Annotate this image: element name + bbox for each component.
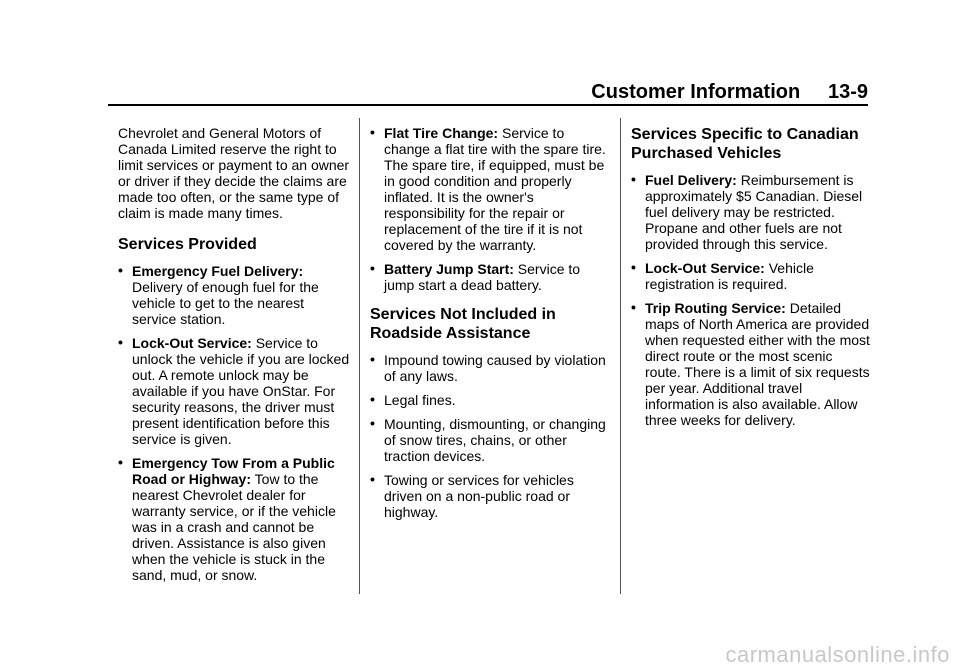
item-text: Vehicle registration is required.: [645, 260, 814, 292]
list-item: [370, 261, 610, 293]
column-3: [631, 125, 871, 436]
item-term: Fuel Delivery:: [645, 172, 737, 188]
header-divider: [108, 104, 868, 106]
item-text: Service to unlock the vehicle if you are locked out. A remote unlock may be available if you have OnStar. For security reasons, the driver must present identification before this service is given.: [132, 335, 350, 447]
not-included-list: [370, 352, 610, 520]
item-text: Impound towing caused by violation of any laws.: [384, 352, 606, 384]
item-term: Trip Routing Service:: [645, 300, 786, 316]
page-header: [108, 80, 868, 104]
item-text: Service to jump start a dead battery.: [384, 261, 581, 293]
section-heading-canadian-services: Services Specific to Canadian Purchased Vehicles: [631, 126, 859, 162]
bullet-icon: •: [370, 260, 375, 276]
bullet-icon: •: [370, 391, 375, 407]
item-text: Mounting, dismounting, or changing of snow tires, chains, or other traction devices.: [384, 416, 606, 464]
item-text: Delivery of enough fuel for the vehicle to get to the nearest service station.: [132, 279, 319, 327]
section-heading-not-included: Services Not Included in Roadside Assistance: [370, 306, 556, 342]
list-item: [370, 392, 610, 408]
list-item: [118, 335, 350, 447]
item-term: Emergency Fuel Delivery:: [132, 263, 304, 279]
bullet-icon: •: [118, 262, 123, 278]
list-item: [118, 263, 350, 327]
column-1: [118, 125, 350, 591]
item-term: Emergency Tow From a Public Road or Highway:: [132, 455, 335, 487]
list-item: [631, 172, 871, 252]
bullet-icon: •: [118, 334, 123, 350]
item-text: Tow to the nearest Chevrolet dealer for warranty service, or if the vehicle was in a crash and cannot be driven. Assistance is also given when the vehicle is stuck in the sand, mud, or snow.: [132, 471, 336, 583]
section-heading-services-provided: Services Provided: [118, 236, 257, 253]
item-text: Reimbursement is approximately $5 Canadian. Diesel fuel delivery may be restricted. Propane and other fuels are not provided through this service.: [645, 172, 863, 252]
column-divider-1: [359, 118, 360, 594]
column-divider-2: [620, 118, 621, 594]
list-item: [370, 125, 610, 253]
list-item: [631, 260, 871, 292]
item-term: Flat Tire Change:: [384, 125, 499, 141]
list-item: [631, 300, 871, 428]
item-text: Towing or services for vehicles driven on a non-public road or highway.: [384, 472, 574, 520]
bullet-icon: •: [370, 471, 375, 487]
item-term: Battery Jump Start:: [384, 261, 514, 277]
list-item: [370, 416, 610, 464]
bullet-icon: •: [631, 171, 636, 187]
bullet-icon: •: [370, 351, 375, 367]
item-text: Legal fines.: [384, 392, 456, 408]
bullet-icon: •: [370, 415, 375, 431]
canadian-services-list: [631, 172, 871, 428]
column-2: [370, 125, 610, 528]
bullet-icon: •: [118, 454, 123, 470]
bullet-icon: •: [631, 299, 636, 315]
item-term: Lock-Out Service:: [132, 335, 252, 351]
list-item: [370, 472, 610, 520]
list-item: [370, 352, 610, 384]
item-text: Service to change a flat tire with the spare tire. The spare tire, if equipped, must be in good condition and properly inflated. It is the owner's responsibility for the repair or replacement of the tire if it is not covered by the warranty.: [384, 125, 606, 253]
bullet-icon: •: [370, 124, 375, 140]
services-provided-list-continued: [370, 125, 610, 293]
item-text: Detailed maps of North America are provided when requested either with the most direct route or the most scenic route. There is a limit of six requests per year. Additional travel information is also available. Allow three weeks for delivery.: [645, 300, 870, 428]
bullet-icon: •: [631, 259, 636, 275]
item-term: Lock-Out Service:: [645, 260, 765, 276]
page-title: Customer Information 13-9: [591, 81, 868, 103]
services-provided-list: [118, 263, 350, 583]
intro-paragraph: Chevrolet and General Motors of Canada Limited reserve the right to limit services or payment to an owner or driver if they decide the claims are made too often, or the same type of claim is made many times.: [118, 125, 350, 221]
list-item: [118, 455, 350, 583]
watermark: carmanualsonline.info: [725, 642, 950, 667]
